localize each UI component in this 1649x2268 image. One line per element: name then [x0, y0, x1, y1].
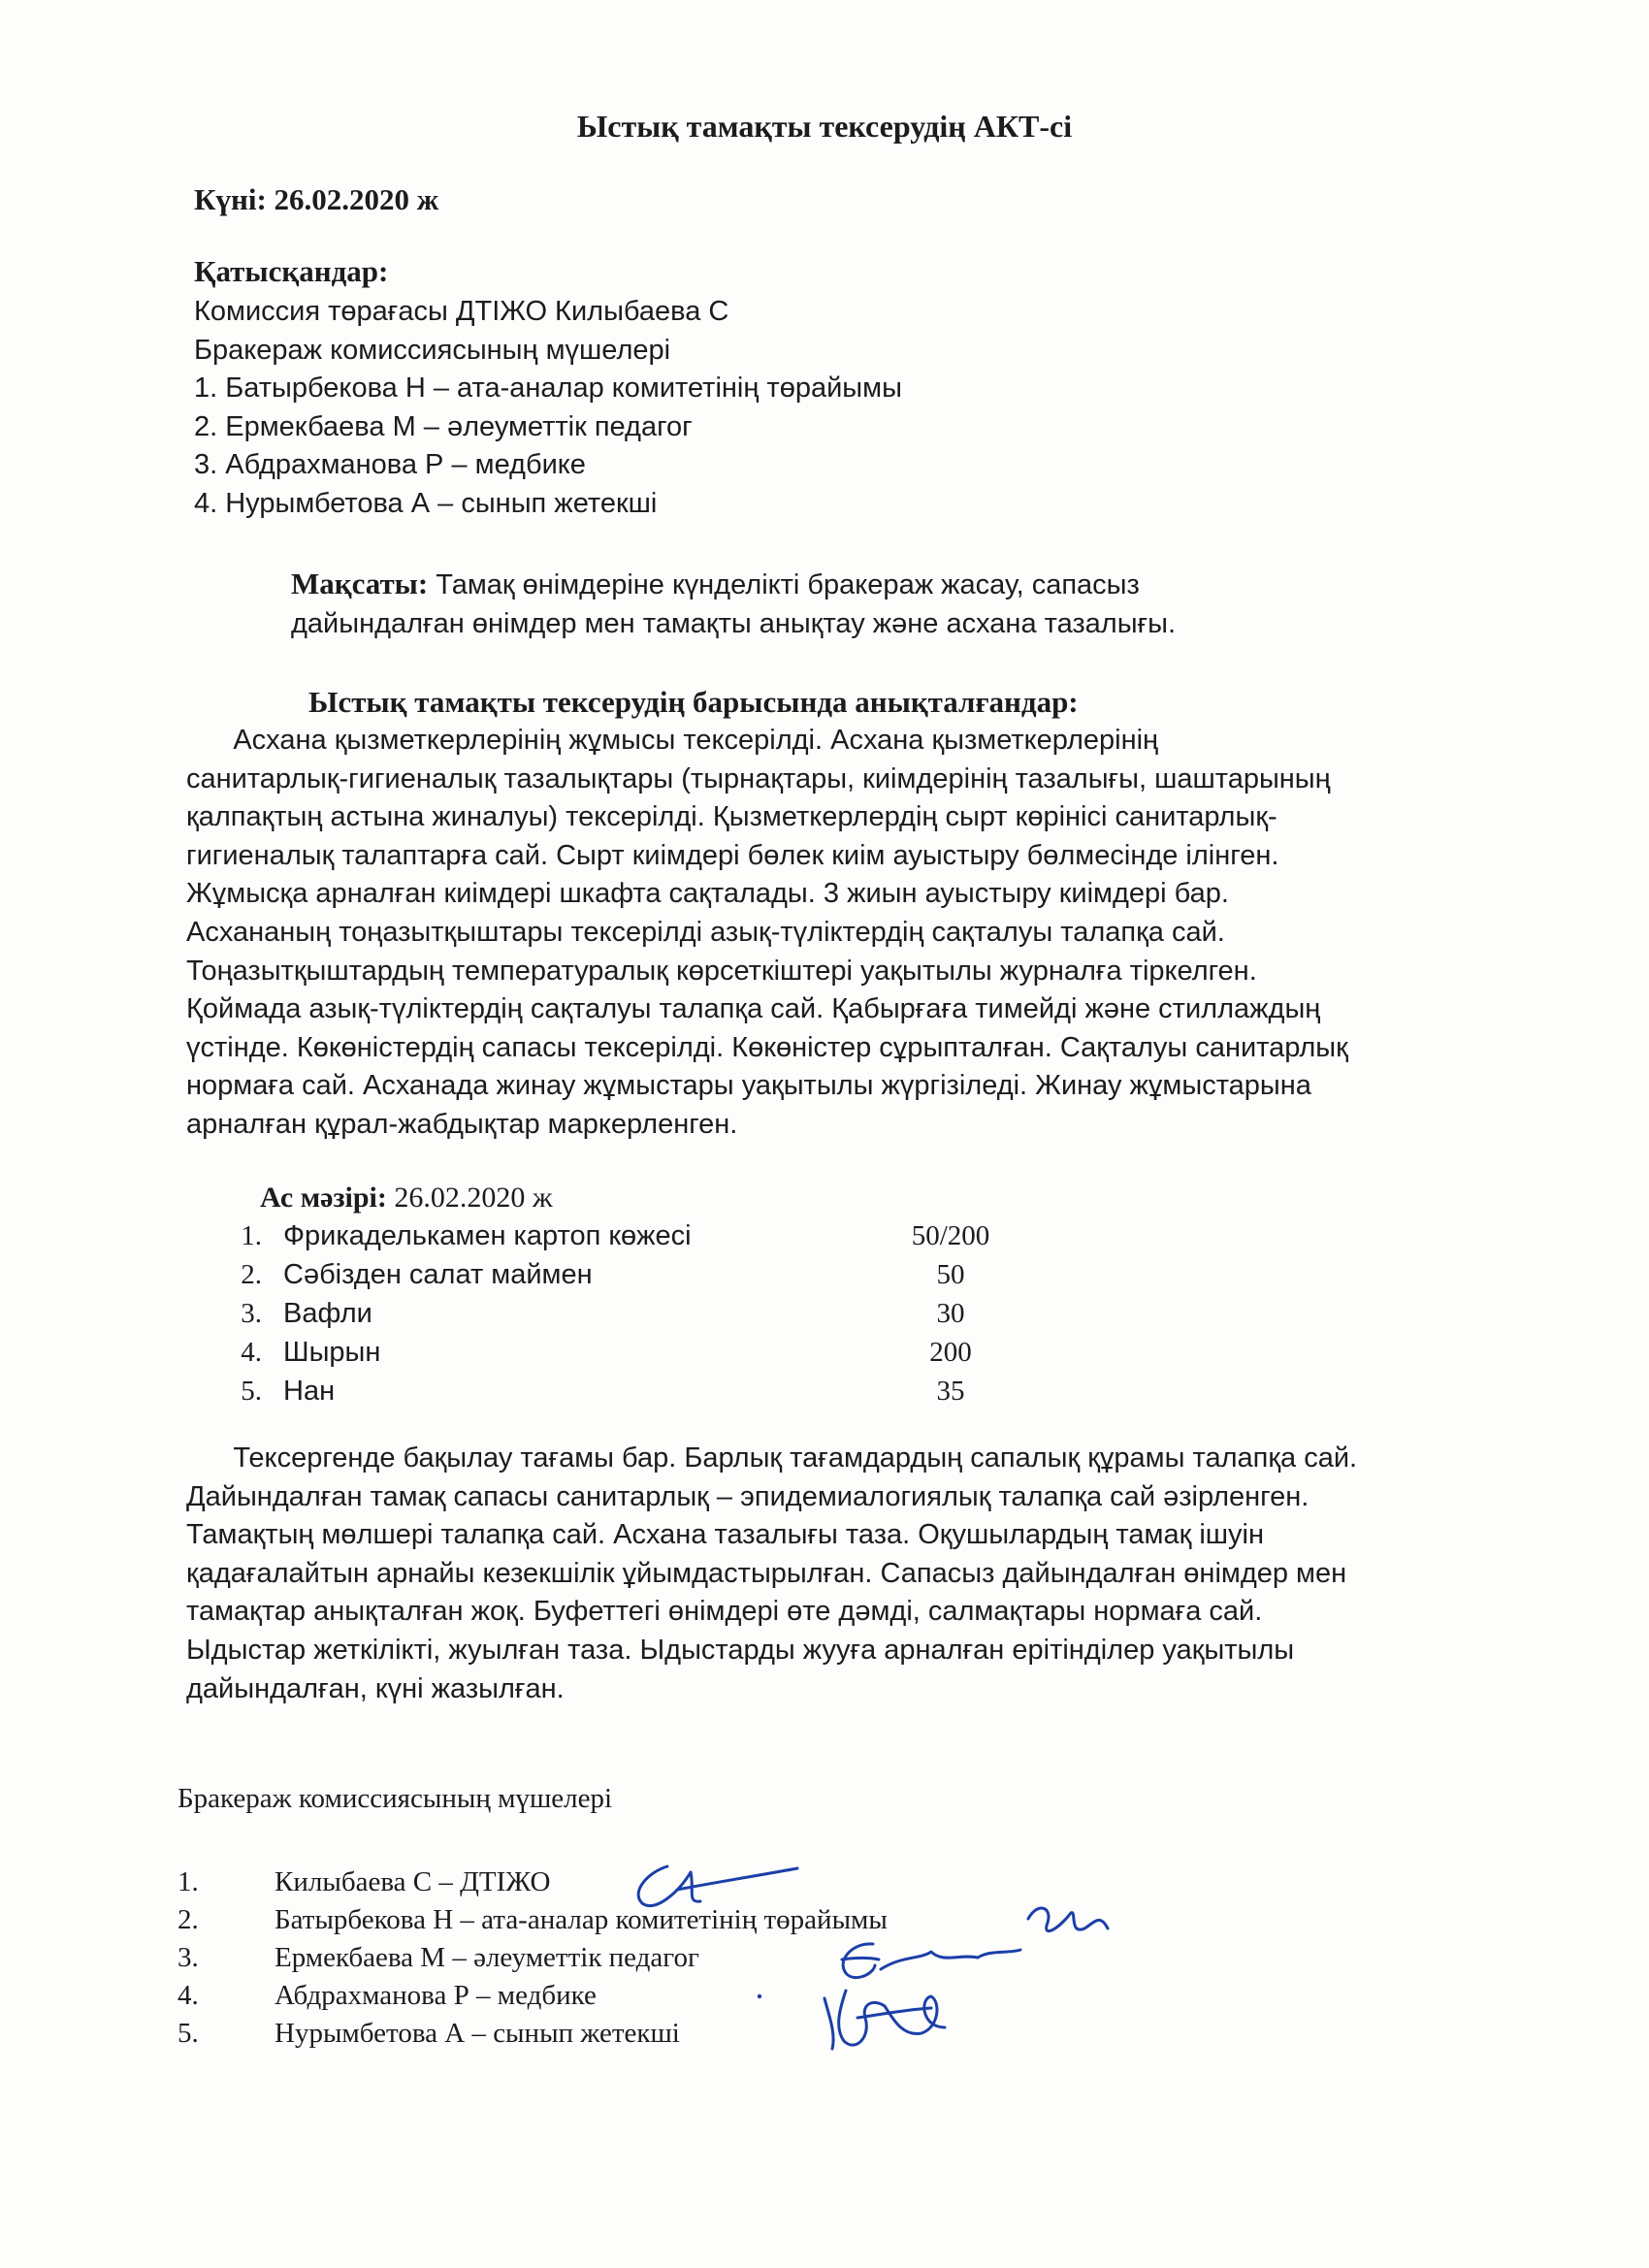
menu-label: Ас мәзірі:: [260, 1182, 387, 1214]
participant-line: 2. Ермекбаева М – әлеуметтік педагог: [194, 410, 693, 442]
member-number: 2.: [178, 1904, 199, 1935]
date-value: 26.02.2020 ж: [274, 182, 439, 216]
menu-item-number: 5.: [241, 1376, 262, 1407]
goal-text-2: дайындалған өнімдер мен тамақты анықтау және асхана тазалығы.: [291, 608, 1177, 639]
member-name: Ермекбаева М – әлеуметтік педагог: [275, 1942, 699, 1973]
findings-line: арналған құрал-жабдықтар маркерленген.: [186, 1108, 738, 1140]
signatures-heading: Бракераж комиссиясының мүшелері: [178, 1783, 613, 1814]
participants-heading: Қатысқандар:: [194, 254, 389, 288]
menu-item-number: 2.: [241, 1259, 262, 1290]
findings-line: Асхананың тоңазытқыштары тексерілді азық-түліктердің сақталуы талапқа сай.: [186, 916, 1225, 948]
member-number: 1.: [178, 1866, 199, 1897]
menu-date: 26.02.2020 ж: [394, 1182, 553, 1214]
findings-line: Тоңазытқыштардың температуралық көрсеткіштері уақытылы журналға тіркелген.: [186, 955, 1257, 987]
menu-item-name: Фрикаделькамен картоп көжесі: [283, 1220, 692, 1251]
signature-stroke: [842, 1944, 1020, 1978]
menu-item-qty: 50: [936, 1259, 965, 1290]
menu-item-name: Вафли: [283, 1298, 372, 1329]
member-name: Абдрахманова Р – медбике: [275, 1980, 597, 2011]
menu-item-number: 4.: [241, 1337, 262, 1368]
goal-line-1: [291, 565, 1280, 604]
goal-section: [291, 565, 1280, 643]
menu-heading: [260, 1182, 553, 1215]
member-name: Батырбекова Н – ата-аналар комитетінің төрайымы: [275, 1904, 888, 1935]
goal-text-1: Тамақ өнімдеріне күнделікті бракераж жасау, сапасыз: [436, 569, 1140, 600]
menu-item-qty: 35: [936, 1376, 965, 1407]
menu-item-name: Нан: [283, 1376, 336, 1407]
conclusion-line: Ыдыстар жеткілікті, жуылған таза. Ыдыстарды жууға арналған ерітінділер уақытылы: [186, 1634, 1295, 1666]
menu-item-number: 3.: [241, 1298, 262, 1329]
menu-item-qty: 50/200: [911, 1220, 990, 1251]
signature-stroke: [839, 1991, 945, 2045]
findings-line: Асхана қызметкерлерінің жұмысы тексерілді. Асхана қызметкерлерінің: [186, 725, 1159, 756]
findings-line: санитарлық-гигиеналық тазалықтары (тырнақтары, киімдерінің тазалығы, шаштарының: [186, 762, 1331, 794]
signature-stroke: [638, 1866, 797, 1905]
participant-line: 1. Батырбекова Н – ата-аналар комитетінің төрайымы: [194, 373, 902, 404]
ink-dot: [758, 1994, 761, 1998]
signature-stroke: [1028, 1908, 1108, 1931]
conclusion-line: тамақтар анықталған жоқ. Буфеттегі өнімдері өте дәмді, салмақтары нормаға сай.: [186, 1596, 1263, 1628]
findings-line: қалпақтың астына жиналуы) тексерілді. Қызметкерлердің сырт көрінісі санитарлық-: [186, 801, 1277, 833]
findings-line: үстінде. Көкөністердің сапасы тексерілді. Көкөністер сұрыпталған. Сақталуы санитарлық: [186, 1031, 1348, 1063]
conclusion-line: қадағалайтын арнайы кезекшілік ұйымдастырылған. Сапасыз дайындалған өнімдер мен: [186, 1557, 1347, 1589]
member-number: 4.: [178, 1980, 199, 2011]
participants-list: [194, 293, 902, 523]
conclusion-line: Тамақтың мөлшері талапқа сай. Асхана тазалығы таза. Оқушылардың тамақ ішуін: [186, 1519, 1264, 1551]
menu-item-name: Сәбізден салат маймен: [283, 1259, 593, 1290]
findings-paragraph: [186, 722, 1476, 1145]
member-name: Килыбаева С – ДТІЖО: [275, 1866, 551, 1897]
goal-label: Мақсаты:: [291, 567, 429, 600]
findings-line: гигиеналық талаптарға сай. Сырт киімдері бөлек киім ауыстыру бөлмесінде ілінген.: [186, 839, 1279, 871]
document-title: Ыстық тамақты тексерудің АКТ-сі: [576, 109, 1073, 144]
findings-line: Қоймада азық-түліктердің сақталуы талапқа сай. Қабырғаға тимейді және стиллаждың: [186, 993, 1321, 1025]
member-name: Нурымбетова А – сынып жетекші: [275, 2018, 680, 2049]
conclusion-line: Дайындалған тамақ сапасы санитарлық – эпидемиалогиялық талапқа сай әзірленген.: [186, 1480, 1310, 1512]
participant-line: 3. Абдрахманова Р – медбике: [194, 449, 586, 480]
signature-stroke: [824, 1998, 833, 2049]
participant-line: 4. Нурымбетова А – сынып жетекші: [194, 487, 658, 519]
conclusion-line: дайындалған, күні жазылған.: [186, 1672, 565, 1704]
conclusion-line: Тексергенде бақылау тағамы бар. Барлық тағамдардың сапалық құрамы талапқа сай.: [186, 1442, 1358, 1474]
findings-line: нормаға сай. Асханада жинау жұмыстары уақытылы жүргізіледі. Жинау жұмыстарына: [186, 1070, 1311, 1102]
member-number: 5.: [178, 2018, 199, 2049]
menu-item-number: 1.: [241, 1220, 262, 1251]
act-date: [194, 182, 438, 217]
participant-line: Бракераж комиссиясының мүшелері: [194, 334, 671, 366]
member-number: 3.: [178, 1942, 199, 1973]
menu-item-qty: 200: [929, 1337, 972, 1368]
findings-heading: Ыстық тамақты тексерудің барысында анықталғандар:: [308, 685, 1079, 719]
date-label: Күні:: [194, 182, 267, 216]
conclusion-paragraph: [186, 1440, 1476, 1708]
menu-item-name: Шырын: [283, 1337, 381, 1368]
menu-item-qty: 30: [936, 1298, 965, 1329]
participant-line: Комиссия төрағасы ДТІЖО Килыбаева С: [194, 296, 729, 327]
findings-line: Жұмысқа арналған киімдері шкафта сақталады. 3 жиын ауыстыру киімдері бар.: [186, 878, 1229, 910]
